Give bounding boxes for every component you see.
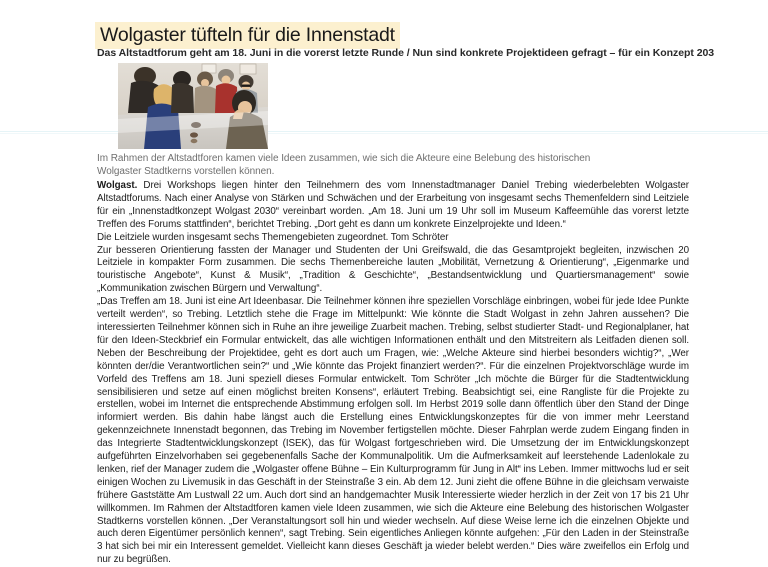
dateline: Wolgast. xyxy=(97,180,138,191)
article-body xyxy=(97,180,689,567)
article-headline: Wolgaster tüfteln für die Innenstadt xyxy=(95,22,400,49)
paragraph-lead xyxy=(97,180,689,232)
article-subheadline: Das Altstadtforum geht am 18. Juni in die vorerst letzte Runde / Nun sind konkrete Projektideen gefragt – für ein Konzept 203 xyxy=(97,47,715,59)
paragraph-main: „Das Treffen am 18. Juni ist eine Art Ideenbasar. Die Teilnehmer können ihre speziellen Vorschläge einbringen, wobei für jede Idee Punkte verteilt werden“, so Trebing. Letztlich stehe die Frage im Mittelpunkt: Wie könnte die Stadt Wolgast in zehn Jahren aussehen? Die interessierten Teilnehmer können sich in Ruhe an ihre jeweilige Zuarbeit machen. Trebing, selbst studierter Stadt- und Regionalplaner, hat für den Ideen-Steckbrief ein Formular entwickelt, das alle wichtigen Informationen enthält und den Mitstreitern als Leitfaden dienen soll. Neben der Beschreibung der Projektidee, geht es dort auch um Fragen, wie: „Welche Akteure sind hierbei besonders wichtig?“, „Wer könnten der/die Verantwortlichen sein?“ und „Wie könnte das Projekt finanziert werden?“. Für die einzelnen Projektvorschläge wurde im Vorfeld des Treffens am 18. Juni speziell dieses Formular entwickelt. Tom Schröter „Ich möchte die Bürger für die Stadtentwicklung sensibilisieren und setze auf einen möglichst breiten Konsens“, erläutert Trebing. Beabsichtigt sei, eine Rangliste für die Projekte zu erstellen, wobei im Internet die entsprechende Abstimmung erfolgen soll. Im Herbst 2019 solle dann öffentlich über den Stand der Dinge informiert werden. Bis dahin habe längst auch die Erstellung eines Entwicklungskonzeptes für die von immer mehr Leerstand gekennzeichnete Innenstadt begonnen, das Trebing im November fertigstellen möchte. Dieser Fahrplan werde zudem Eingang finden in das Integrierte Stadtentwicklungskonzept (ISEK), das für Wolgast fortgeschrieben wird. Die Umsetzung der im Entwicklungskonzept aufgeführten Einzelvorhaben sei gegebenenfalls Sache der Kommunalpolitik. Um die Aufmerksamkeit auf leerstehende Ladenlokale zu lenken, rief der Manager zudem die „Wolgaster offene Bühne – Ein Kulturprogramm für Jung in Alt“ ins Leben. Immer mittwochs lud er seit einigen Wochen zu Livemusik in das Geschäft in der Steinstraße 3 ein. Ab dem 12. Juni zieht die offene Bühne in die gleichsam verwaiste frühere Gaststätte Am Lustwall 22 um. Auch dort sind an handgemachter Musik Interessierte wieder herzlich in der Zeit von 17 bis 21 Uhr willkommen. Im Rahmen der Altstadtforen kamen viele Ideen zusammen, wie sich die Akteure eine Belebung des historischen Wolgaster Stadtkerns vorstellen können. „Der Veranstaltungsort soll hin und wieder wechseln. Auf diese Weise lerne ich die einzelnen Objekte und auch deren Eigentümer persönlich kennen“, sagt Trebing. Sein eigentliches Anliegen könnte aufgehen: „Für den Laden in der Steinstraße 3 hat sich bei mir ein Interessent gemeldet. Vielleicht kann dieses Geschäft ja wieder belebt werden.“ Dies wäre zweifellos ein Erfolg und nur zu begrüßen. xyxy=(97,296,689,566)
paragraph-credit: Die Leitziele wurden insgesamt sechs Themengebieten zugeordnet. Tom Schröter xyxy=(97,231,449,243)
scan-artifact-band xyxy=(0,131,768,132)
paragraph-text: Drei Workshops liegen hinter den Teilnehmern des vom Innenstadtmanager Daniel Trebing wiederbelebten Wolgaster Altstadtforums. Nach einer Analyse von Stärken und Schwächen und der Erarbeitung von insgesamt sechs Themenfeldern sind Leitziele für ein „Innenstadtkonzept Wolgast 2030“ vereinbart worden. „Am 18. Juni um 19 Uhr soll im Museum Kaffeemühle das vorerst letzte Treffen des Forums stattfinden“, berichtet Trebing. „Dort geht es dann um konkrete Einzelprojekte und Ideen.“ xyxy=(97,180,689,230)
article-photo xyxy=(118,63,268,149)
headline-container xyxy=(95,22,400,49)
photo-caption: Im Rahmen der Altstadtforen kamen viele Ideen zusammen, wie sich die Akteure eine Belebung des historischen Wolgaster Stadtkerns vorstellen können. xyxy=(97,153,591,177)
scan-artifact-band-secondary xyxy=(0,133,768,134)
photo-image xyxy=(118,63,268,149)
paragraph-themes: Zur besseren Orientierung fassten der Manager und Studenten der Uni Greifswald, die das Gesamtprojekt begleiten, inzwischen 20 Leitziele in kompakter Form zusammen. Die sechs Themenbereiche lauten „Mobilität, Vernetzung & Orientierung“, „Eigenmarke und touristische Angebote“, Kunst & Musik“, „Tradition & Geschichte“, „Bestandsentwicklung und Quartiersmanagement“ sowie „Kommunikation zwischen Bürgern und Verwaltung“. xyxy=(97,244,689,295)
